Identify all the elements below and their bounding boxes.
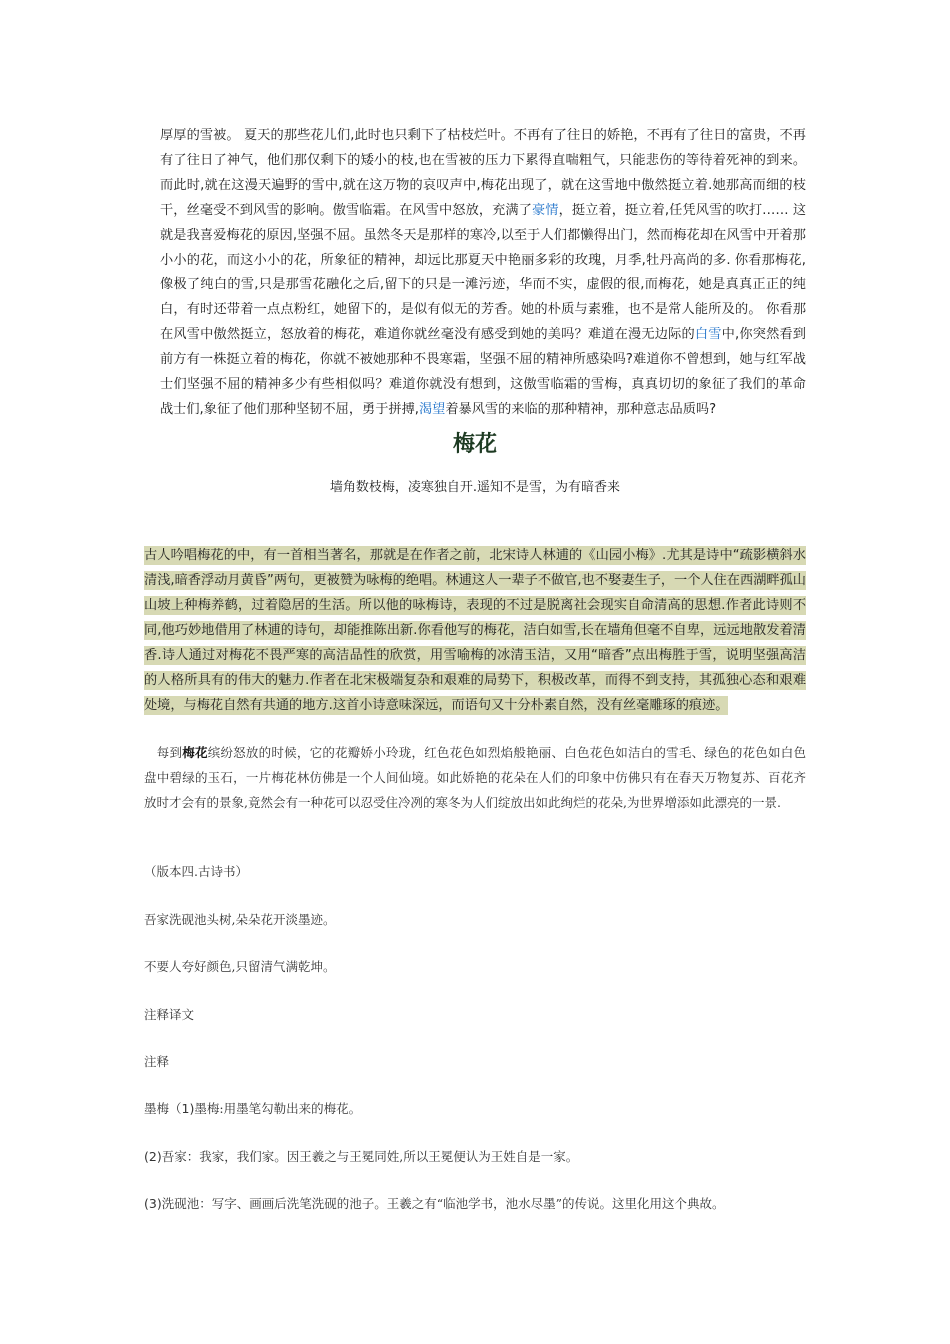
version-label: （版本四.古诗书） xyxy=(144,864,248,879)
notes-heading: 注释译文 xyxy=(144,1007,195,1022)
highlighted-text: 古人吟唱梅花的中，有一首相当著名，那就是在作者之前，北宋诗人林逋的《山园小梅》.尤其是诗中“疏影横斜水清浅,暗香浮动月黄昏”两句，更被赞为咏梅的绝唱。林逋这人一辈子不做官,也不娶妻生子，一个人住在西湖畔孤山山坡上种梅养鹤，过着隐居的生活。所以他的咏梅诗，表现的不过是脱离社会现实自命清高的思想.作者此诗则不同,他巧妙地借用了林逋的诗句，却能推陈出新.你看他写的梅花，洁白如雪,长在墙角但毫不自卑，远远地散发着清香.诗人通过对梅花不畏严寒的高洁品性的欣赏，用雪喻梅的冰清玉洁，又用“暗香”点出梅胜于雪，说明坚强高洁的人格所具有的伟大的魅力.作者在北宋极端复杂和艰难的局势下，积极改革，而得不到支持，其孤独心态和艰难处境，与梅花自然有共通的地方.这首小诗意味深远，而语句又十分朴素自然，没有丝毫雕琢的痕迹。 xyxy=(144,548,806,713)
link-haoqing[interactable]: 豪情 xyxy=(532,202,559,218)
page-title: 梅花 xyxy=(452,432,497,457)
link-baixue[interactable]: 白雪 xyxy=(694,327,722,343)
essay-text-3: 中,你突然看到前方有一株挺立着的梅花，你就不被她那种不畏寒霜，坚强不屈的精神所感染吗?难道你不曾想到，她与红军战士们坚强不屈的精神多少有些相似吗？难道你就没有想到，这傲雪临霜的雪梅，真真切切的象征了我们的革命战士们,象征了他们那种坚韧不屈，勇于拼搏, xyxy=(160,327,806,417)
poem-line-1: 吾家洗砚池头树,朵朵花开淡墨迹。 xyxy=(144,912,336,927)
link-kewang[interactable]: 渴望 xyxy=(418,401,446,417)
note-item: (3)洗砚池：写字、画画后洗笔洗砚的池子。王羲之有“临池学书，池水尽墨”的传说。这里化用这个典故。 xyxy=(144,1196,725,1211)
note-item: (2)吾家：我家，我们家。因王羲之与王冕同姓,所以王冕便认为王姓自是一家。 xyxy=(144,1149,579,1164)
highlighted-paragraph xyxy=(144,543,806,718)
notes-subheading: 注释 xyxy=(144,1054,170,1069)
essay-text-1: 厚厚的雪被。 夏天的那些花儿们,此时也只剩下了枯枝烂叶。不再有了往日的娇艳，不再有了往日的富贵，不再有了往日了神气，他们那仅剩下的矮小的枝,也在雪被的压力下累得直喘粗气，只能悲伤的等待着死神的到来。 而此时,就在这漫天遍野的雪中,就在这万物的哀叹声中,梅花出现了，就在这雪地中傲然挺立着.她那高而细的枝干，丝毫受不到风雪的影响。傲雪临霜。在风雪中怒放，充满了 xyxy=(160,128,806,218)
description-bold: 梅花 xyxy=(182,745,208,760)
essay-text-4: 着暴风雪的来临的那种精神，那种意志品质吗? xyxy=(445,401,717,417)
poem-subtitle: 墙角数枝梅，凌寒独自开.遥知不是雪，为有暗香来 xyxy=(329,480,621,495)
description-post: 缤纷怒放的时候，它的花瓣娇小玲珑，红色花色如烈焰般艳丽、白色花色如洁白的雪毛、绿色的花色如白色盘中碧绿的玉石，一片梅花林仿佛是一个人间仙境。如此娇艳的花朵在人们的印象中仿佛只有在春天万物复苏、百花齐放时才会有的景象,竟然会有一种花可以忍受住冷冽的寒冬为人们绽放出如此绚烂的花朵,为世界增添如此漂亮的一景. xyxy=(144,745,806,810)
note-item: 墨梅（1)墨梅:用墨笔勾勒出来的梅花。 xyxy=(144,1101,362,1116)
poem-line-2: 不要人夸好颜色,只留清气满乾坤。 xyxy=(144,959,336,974)
essay-paragraph xyxy=(160,124,806,423)
description-pre: 每到 xyxy=(156,745,183,760)
description-paragraph xyxy=(144,740,806,815)
essay-text-2: ，挺立着，挺立着,任凭风雪的吹打…… 这就是我喜爱梅花的原因,坚强不屈。虽然冬天是那样的寒冷,以至于人们都懒得出门，然而梅花却在风雪中开着那小小的花，而这小小的花，所象征的精神，却远比那夏天中艳丽多彩的玫瑰，月季,牡丹高尚的多. 你看那梅花,像极了纯白的雪,只是那雪花融化之后,留下的只是一滩污迹，华而不实，虚假的很,而梅花，她是真真正正的纯白，有时还带着一点点粉红，她留下的，是似有似无的芳香。她的朴质与素雅，也不是常人能所及的。 你看那在风雪中傲然挺立，怒放着的梅花，难道你就丝毫没有感受到她的美吗？难道在漫无边际的 xyxy=(160,202,807,343)
